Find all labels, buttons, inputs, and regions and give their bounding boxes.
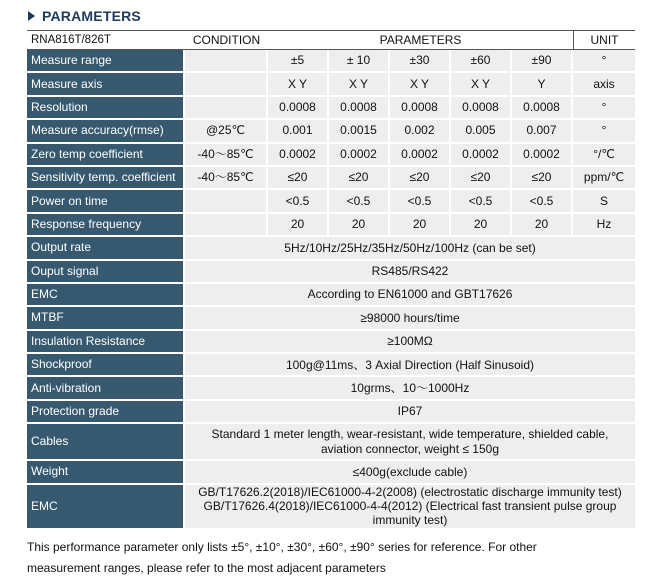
value-cell: <0.5 xyxy=(512,190,573,213)
row-label: Ouput signal xyxy=(27,261,185,284)
value-cell: ≤20 xyxy=(268,167,329,190)
value-cell xyxy=(185,237,635,260)
value-cell: X Y xyxy=(268,73,329,96)
value-cell: X Y xyxy=(451,73,512,96)
condition-cell xyxy=(185,190,268,213)
row-label: EMC xyxy=(27,485,185,530)
table-row xyxy=(27,97,635,120)
value-line: According to EN61000 and GBT17626 xyxy=(307,287,513,302)
value-line: RS485/RS422 xyxy=(371,264,449,279)
unit-cell: axis xyxy=(573,73,635,96)
unit-cell: ° xyxy=(573,97,635,120)
value-cell xyxy=(185,261,635,284)
value-cell: 0.007 xyxy=(512,120,573,143)
row-label: Cables xyxy=(27,424,185,461)
row-label: EMC xyxy=(27,284,185,307)
table-row xyxy=(27,461,635,484)
unit-cell: ° xyxy=(573,50,635,73)
row-label: Zero temp coefficient xyxy=(27,144,185,167)
value-line: aviation connector, weight ≤ 150g xyxy=(320,441,500,456)
condition-cell xyxy=(185,97,268,120)
value-cell: 0.005 xyxy=(451,120,512,143)
value-cell xyxy=(185,401,635,424)
unit-header: UNIT xyxy=(573,30,635,50)
table-row xyxy=(27,377,635,400)
table-header-row xyxy=(27,30,635,50)
unit-cell: S xyxy=(573,190,635,213)
value-line: ≥100MΩ xyxy=(387,334,433,349)
parameters-header: PARAMETERS xyxy=(268,30,573,50)
table-row xyxy=(27,331,635,354)
row-label: Shockproof xyxy=(27,354,185,377)
value-cell: <0.5 xyxy=(329,190,390,213)
value-cell: <0.5 xyxy=(390,190,451,213)
row-label: Measure axis xyxy=(27,73,185,96)
value-cell: ±30 xyxy=(390,50,451,73)
value-cell: ±5 xyxy=(268,50,329,73)
row-label: Power on time xyxy=(27,190,185,213)
value-cell xyxy=(185,331,635,354)
table-row xyxy=(27,144,635,167)
row-label: Measure range xyxy=(27,50,185,73)
value-cell: 0.0002 xyxy=(329,144,390,167)
condition-cell xyxy=(185,214,268,237)
row-label: Anti-vibration xyxy=(27,377,185,400)
value-line: GB/T17626.2(2018)/IEC61000-4-2(2008) (electrostatic discharge immunity test) xyxy=(198,484,622,499)
value-cell: 20 xyxy=(390,214,451,237)
condition-header: CONDITION xyxy=(185,30,268,50)
triangle-bullet-icon xyxy=(28,11,35,21)
value-cell: 20 xyxy=(329,214,390,237)
value-cell: 0.0002 xyxy=(390,144,451,167)
table-row xyxy=(27,354,635,377)
value-cell: ±90 xyxy=(512,50,573,73)
condition-cell: -40～85℃ xyxy=(185,167,268,190)
value-cell: 0.0008 xyxy=(268,97,329,120)
value-cell: ≤20 xyxy=(512,167,573,190)
value-line: GB/T17626.4(2018)/IEC61000-4-4(2012) (Electrical fast transient pulse group xyxy=(203,499,617,514)
value-cell: 0.001 xyxy=(268,120,329,143)
unit-cell: ppm/℃ xyxy=(573,167,635,190)
value-line: 5Hz/10Hz/25Hz/35Hz/50Hz/100Hz (can be set) xyxy=(284,240,536,255)
condition-cell xyxy=(185,50,268,73)
table-row xyxy=(27,237,635,260)
table-row xyxy=(27,307,635,330)
value-line: 100g@11ms、3 Axial Direction (Half Sinusoid) xyxy=(285,357,535,372)
value-line: immunity test) xyxy=(372,513,448,528)
value-cell: 20 xyxy=(268,214,329,237)
value-cell: Y xyxy=(512,73,573,96)
table-row xyxy=(27,424,635,461)
value-cell: 0.0015 xyxy=(329,120,390,143)
unit-cell: Hz xyxy=(573,214,635,237)
value-cell: <0.5 xyxy=(268,190,329,213)
row-label: Response frequency xyxy=(27,214,185,237)
value-cell xyxy=(185,307,635,330)
value-cell: 0.0002 xyxy=(268,144,329,167)
table-row xyxy=(27,73,635,96)
value-cell: ± 10 xyxy=(329,50,390,73)
table-row xyxy=(27,50,635,73)
model-label: RNA816T/826T xyxy=(27,30,185,50)
table-row xyxy=(27,214,635,237)
value-cell: <0.5 xyxy=(451,190,512,213)
value-cell: 0.0008 xyxy=(390,97,451,120)
table-row xyxy=(27,261,635,284)
row-label: Sensitivity temp. coefficient xyxy=(27,167,185,190)
value-cell xyxy=(185,377,635,400)
row-label: Insulation Resistance xyxy=(27,331,185,354)
footnote xyxy=(27,537,637,579)
row-label: Output rate xyxy=(27,237,185,260)
value-cell: 20 xyxy=(512,214,573,237)
value-line: IP67 xyxy=(397,404,423,419)
parameters-table xyxy=(27,30,635,530)
value-cell: ≤20 xyxy=(451,167,512,190)
row-label: Resolution xyxy=(27,97,185,120)
table-row xyxy=(27,401,635,424)
value-cell: ≤20 xyxy=(390,167,451,190)
table-row xyxy=(27,120,635,143)
table-row xyxy=(27,190,635,213)
value-cell: 0.0002 xyxy=(451,144,512,167)
value-cell: 0.0008 xyxy=(451,97,512,120)
value-cell: 0.0008 xyxy=(512,97,573,120)
value-cell: ≤20 xyxy=(329,167,390,190)
value-cell xyxy=(185,485,635,530)
value-cell: 0.0008 xyxy=(329,97,390,120)
value-cell xyxy=(185,354,635,377)
value-cell: 20 xyxy=(451,214,512,237)
value-cell xyxy=(185,424,635,461)
value-cell: 0.002 xyxy=(390,120,451,143)
row-label: MTBF xyxy=(27,307,185,330)
value-line: ≤400g(exclude cable) xyxy=(352,464,468,479)
unit-cell: °/℃ xyxy=(573,144,635,167)
condition-cell: @25℃ xyxy=(185,120,268,143)
row-label: Measure accuracy(rmse) xyxy=(27,120,185,143)
value-cell: X Y xyxy=(329,73,390,96)
value-cell: ±60 xyxy=(451,50,512,73)
section-title xyxy=(28,6,141,26)
value-line: Standard 1 meter length, wear-resistant, wide temperature, shielded cable, xyxy=(211,427,609,442)
value-cell xyxy=(185,284,635,307)
footnote-line-2: measurement ranges, please refer to the most adjacent parameters xyxy=(27,561,386,575)
value-cell: X Y xyxy=(390,73,451,96)
condition-cell: -40～85℃ xyxy=(185,144,268,167)
table-row xyxy=(27,485,635,530)
value-line: 10grms、10～1000Hz xyxy=(350,380,470,395)
table-row xyxy=(27,284,635,307)
value-cell: 0.0002 xyxy=(512,144,573,167)
table-row xyxy=(27,167,635,190)
row-label: Protection grade xyxy=(27,401,185,424)
value-cell xyxy=(185,461,635,484)
footnote-line-1: This performance parameter only lists ±5°, ±10°, ±30°, ±60°, ±90° series for reference. For other xyxy=(27,540,537,554)
unit-cell: ° xyxy=(573,120,635,143)
row-label: Weight xyxy=(27,461,185,484)
condition-cell xyxy=(185,73,268,96)
value-line: ≥98000 hours/time xyxy=(360,310,460,325)
section-title-text: PARAMETERS xyxy=(42,8,141,24)
